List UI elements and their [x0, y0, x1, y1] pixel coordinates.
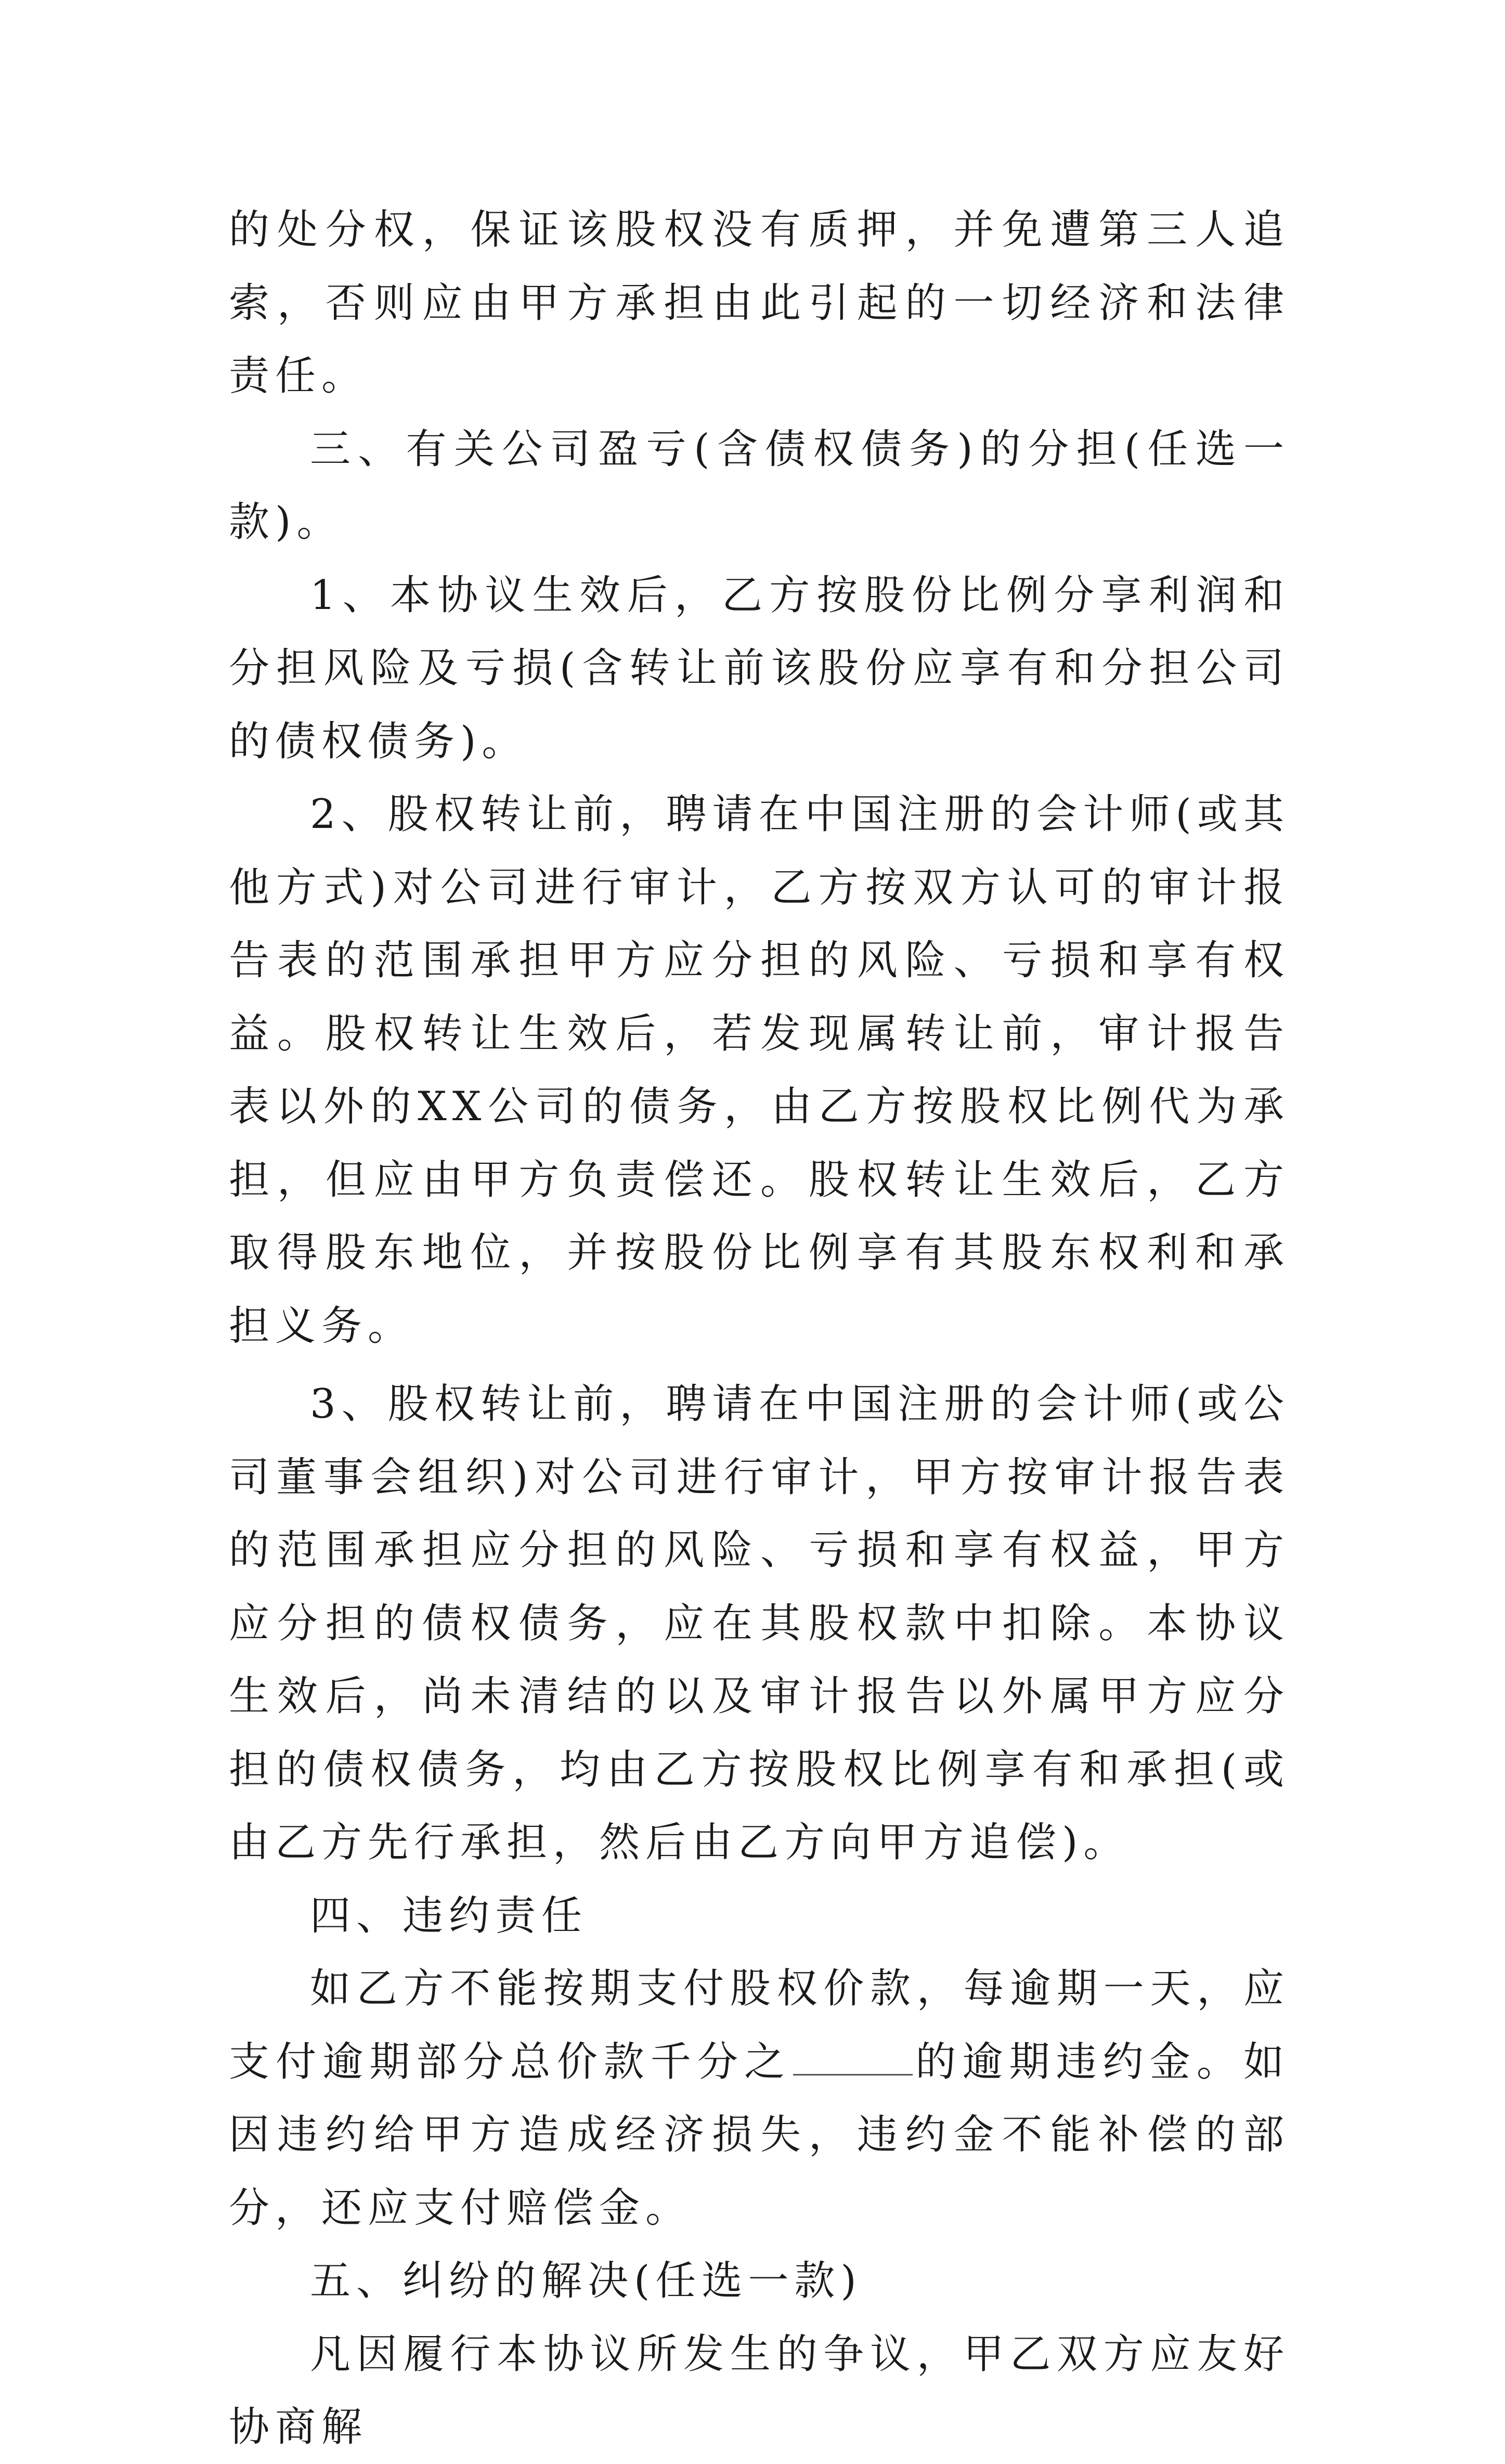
- breach-text-after-blank: 的逾期违约金。如因违约给甲方造成经济损失，违约金不能补偿的部分，还应支付赔偿金。: [229, 2038, 1290, 2232]
- section-heading-dispute: 五、纠纷的解决(任选一款): [310, 2258, 862, 2304]
- section-heading-profit-loss: 三、有关公司盈亏(含债权债务)的分担(任选一款)。: [229, 425, 1290, 546]
- breach-text-before-blank: 如乙方不能按期支付股权价款，每逾期一天，应支付逾期部分总价款千分之: [229, 1965, 1290, 2085]
- fill-in-blank: [793, 2040, 913, 2076]
- paragraph-continuation: 的处分权，保证该股权没有质押，并免遭第三人追索，否则应由甲方承担由此引起的一切经济和法律责任。: [229, 206, 1290, 399]
- dispute-paragraph: 凡因履行本协议所发生的争议，甲乙双方应友好协商解: [229, 2330, 1290, 2450]
- clause-1: 1、本协议生效后，乙方按股份比例分享利润和分担风险及亏损(含转让前该股份应享有和分担公司的债权债务)。: [229, 572, 1290, 765]
- clause-2: 2、股权转让前，聘请在中国注册的会计师(或其他方式)对公司进行审计，乙方按双方认可的审计报告表的范围承担甲方应分担的风险、亏损和享有权益。股权转让生效后，若发现属转让前，审计报告表以外的XX公司的债务，由乙方按股权比例代为承担，但应由甲方负责偿还。股权转让生效后，乙方取得股东地位，并按股份比例享有其股东权利和承担义务。: [229, 791, 1290, 1350]
- section-heading-breach: 四、违约责任: [310, 1892, 588, 1939]
- clause-3: 3、股权转让前，聘请在中国注册的会计师(或公司董事会组织)对公司进行审计，甲方按审计报告表的范围承担应分担的风险、亏损和享有权益，甲方应分担的债权债务，应在其股权款中扣除。本协议生效后，尚未清结的以及审计报告以外属甲方应分担的债权债务，均由乙方按股权比例享有和承担(或由乙方先行承担，然后由乙方向甲方追偿)。: [229, 1381, 1290, 1866]
- breach-paragraph: [229, 1952, 1290, 2245]
- document-body: [229, 193, 1290, 2464]
